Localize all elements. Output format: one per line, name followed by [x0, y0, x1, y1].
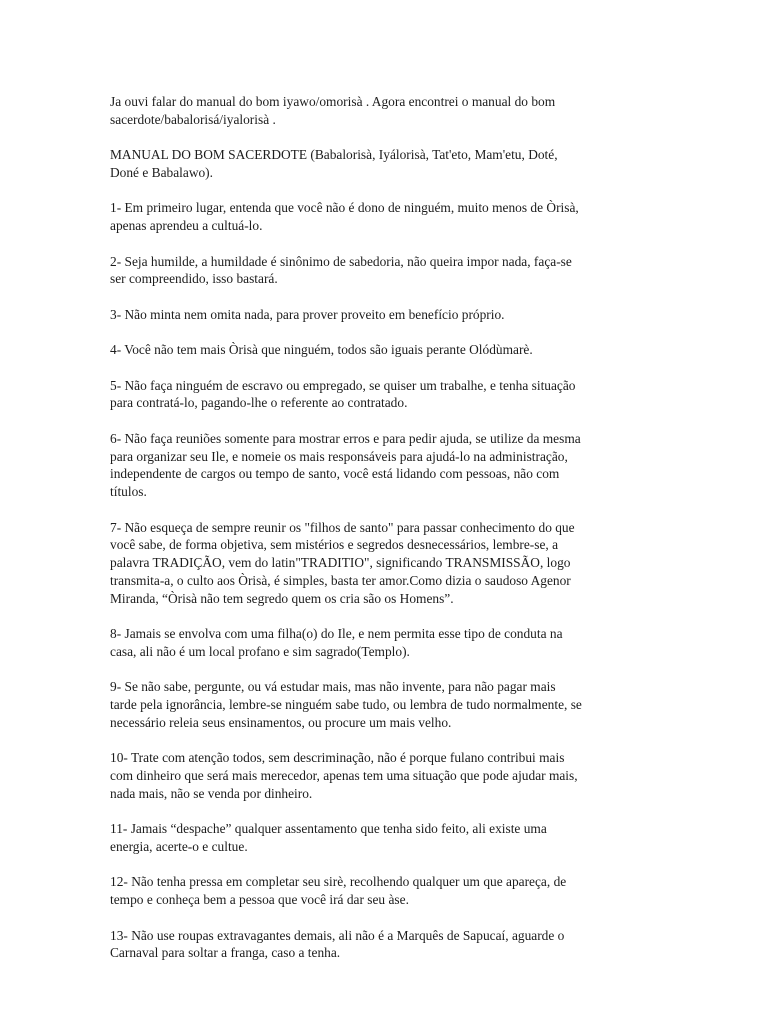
- text-line: 13- Não use roupas extravagantes demais, ali não é a Marquês de Sapucaí, aguarde o: [110, 927, 565, 943]
- text-line: MANUAL DO BOM SACERDOTE (Babalorisà, Iyálorisà, Tat'eto, Mam'etu, Doté,: [110, 147, 558, 163]
- text-line: tempo e conheça bem a pessoa que você irá dar seu àse.: [110, 892, 409, 908]
- text-line: 6- Não faça reuniões somente para mostrar erros e para pedir ajuda, se utilize da mesma: [110, 430, 581, 446]
- manual-title-paragraph: [110, 146, 658, 182]
- rule-6-paragraph: [110, 430, 658, 501]
- rule-10-paragraph: [110, 749, 658, 802]
- text-line: Doné e Babalawo).: [110, 164, 213, 180]
- text-line: 12- Não tenha pressa em completar seu sirè, recolhendo qualquer um que apareça, de: [110, 874, 567, 890]
- rule-4-paragraph: [110, 341, 658, 359]
- rule-12-paragraph: [110, 873, 658, 909]
- text-line: 2- Seja humilde, a humildade é sinônimo de sabedoria, não queira impor nada, faça-se: [110, 253, 572, 269]
- text-line: títulos.: [110, 484, 147, 500]
- text-line: tarde pela ignorância, lembre-se ninguém sabe tudo, ou lembra de tudo normalmente, se: [110, 697, 582, 713]
- text-line: transmita-a, o culto aos Òrisà, é simples, basta ter amor.Como dizia o saudoso Agenor: [110, 572, 571, 588]
- intro-paragraph: [110, 93, 658, 129]
- text-line: para organizar seu Ile, e nomeie os mais responsáveis para ajudá-lo na administração,: [110, 448, 568, 464]
- text-line: 11- Jamais “despache” qualquer assentamento que tenha sido feito, ali existe uma: [110, 821, 547, 837]
- text-line: nada mais, não se venda por dinheiro.: [110, 785, 313, 801]
- text-line: casa, ali não é um local profano e sim sagrado(Templo).: [110, 643, 410, 659]
- document-page: [110, 93, 658, 980]
- rule-9-paragraph: [110, 678, 658, 731]
- rule-2-paragraph: [110, 253, 658, 289]
- text-line: necessário releia seus ensinamentos, ou procure um mais velho.: [110, 714, 452, 730]
- rule-8-paragraph: [110, 625, 658, 661]
- rule-5-paragraph: [110, 377, 658, 413]
- text-line: 4- Você não tem mais Òrisà que ninguém, todos são iguais perante Olódùmarè.: [110, 342, 533, 358]
- rule-3-paragraph: [110, 306, 658, 324]
- text-line: Carnaval para soltar a franga, caso a tenha.: [110, 945, 341, 961]
- text-line: energia, acerte-o e cultue.: [110, 839, 248, 855]
- rule-7-paragraph: [110, 519, 658, 608]
- text-line: 10- Trate com atenção todos, sem descriminação, não é porque fulano contribui mais: [110, 750, 565, 766]
- rule-13-paragraph: [110, 927, 658, 963]
- rule-1-paragraph: [110, 199, 658, 235]
- text-line: ser compreendido, isso bastará.: [110, 271, 278, 287]
- text-line: para contratá-lo, pagando-lhe o referente ao contratado.: [110, 395, 408, 411]
- text-line: com dinheiro que será mais merecedor, apenas tem uma situação que pode ajudar mais,: [110, 768, 578, 784]
- text-line: 5- Não faça ninguém de escravo ou empregado, se quiser um trabalhe, e tenha situação: [110, 377, 576, 393]
- text-line: apenas aprendeu a cultuá-lo.: [110, 218, 263, 234]
- text-line: independente de cargos ou tempo de santo, você está lidando com pessoas, não com: [110, 466, 560, 482]
- text-line: 7- Não esqueça de sempre reunir os "filhos de santo" para passar conhecimento do que: [110, 519, 575, 535]
- text-line: Miranda, “Òrisà não tem segredo quem os cria são os Homens”.: [110, 590, 454, 606]
- text-line: você sabe, de forma objetiva, sem mistérios e segredos desnecessários, lembre-se, a: [110, 537, 559, 553]
- text-line: 8- Jamais se envolva com uma filha(o) do Ile, e nem permita esse tipo de conduta na: [110, 626, 563, 642]
- rule-11-paragraph: [110, 820, 658, 856]
- text-line: 1- Em primeiro lugar, entenda que você não é dono de ninguém, muito menos de Òrisà,: [110, 200, 579, 216]
- text-line: sacerdote/babalorisá/iyalorisà .: [110, 111, 276, 127]
- text-line: 3- Não minta nem omita nada, para prover proveito em benefício próprio.: [110, 306, 505, 322]
- text-line: Ja ouvi falar do manual do bom iyawo/omorisà . Agora encontrei o manual do bom: [110, 94, 556, 109]
- text-line: palavra TRADIÇÃO, vem do latin"TRADITIO", significando TRANSMISSÃO, logo: [110, 555, 571, 571]
- text-line: 9- Se não sabe, pergunte, ou vá estudar mais, mas não invente, para não pagar mais: [110, 679, 556, 695]
